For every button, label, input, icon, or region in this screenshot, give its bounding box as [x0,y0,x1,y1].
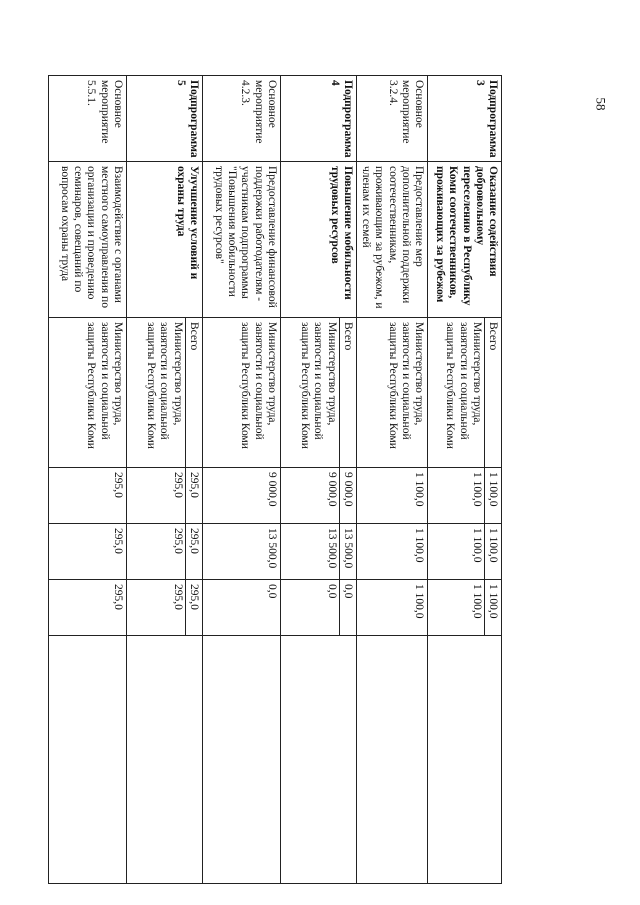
row-code: Основное мероприятие 4.2.3. [202,76,280,162]
table-row-activity-5-5-1 [48,76,126,884]
row-code: Подпрограмма 5 [126,76,202,162]
row-name: Повышение мобильности трудовых ресурсов [280,162,356,318]
value-2: 1 100,0 [356,524,427,580]
value-total-2: 1 100,0 [484,524,499,579]
value-1: 9 000,0 [325,472,338,507]
value-2: 295,0 [171,528,184,554]
value-cell-1 [428,468,502,524]
value-1: 295,0 [48,468,126,524]
value-2: 295,0 [48,524,126,580]
value-1: 1 100,0 [356,468,427,524]
value-cell-2 [280,524,356,580]
value-2: 13 500,0 [325,528,338,569]
value-total-2: 295,0 [185,524,200,579]
executor-total-label: Всего [185,318,200,467]
row-executor-cell [126,318,202,468]
executor-name: Министерство труда, занятости и социальной защиты Республики Коми [48,318,126,468]
rotated-table-wrapper [58,75,502,883]
row-name: Улучшение условий и охраны труда [126,162,202,318]
value-total-1: 9 000,0 [339,468,354,523]
empty-cell [280,636,356,884]
row-name: Оказание содействия добровольному переселению в Республику Коми соотечественников, проживающих за рубежом [428,162,502,318]
row-code: Основное мероприятие 3.2.4. [356,76,427,162]
value-3: 1 100,0 [356,580,427,636]
value-total-2: 13 500,0 [339,524,354,579]
row-name: Предоставление финансовой поддержки работодателям - участникам подпрограммы "Повышения мобильности трудовых ресурсов" [202,162,280,318]
value-1: 9 000,0 [202,468,280,524]
value-3: 295,0 [171,584,184,610]
table-row-activity-3-2-4 [356,76,427,884]
empty-cell [202,636,280,884]
value-2: 1 100,0 [470,528,483,563]
value-total-3: 295,0 [185,580,200,635]
table-row-activity-4-2-3 [202,76,280,884]
value-1: 295,0 [171,472,184,498]
value-total-1: 1 100,0 [484,468,499,523]
empty-cell [126,636,202,884]
value-cell-3 [428,580,502,636]
value-total-3: 0,0 [339,580,354,635]
table-row-subprogram-4 [280,76,356,884]
row-name: Предоставление мер дополнительной поддержки соотечественникам, проживающим за рубежом, и членам их семей [356,162,427,318]
row-name: Взаимодействие с органами местного самоуправления по организации и проведению семинаров, совещаний по вопросам охраны труда [48,162,126,318]
empty-cell [48,636,126,884]
value-1: 1 100,0 [470,472,483,507]
executor-name: Министерство труда, занятости и социальной защиты Республики Коми [356,318,427,468]
value-cell-3 [280,580,356,636]
program-funding-table [48,75,502,884]
executor-name: Министерство труда, занятости и социальной защиты Республики Коми [202,318,280,468]
value-3: 1 100,0 [470,584,483,619]
row-executor-cell [428,318,502,468]
value-3: 295,0 [48,580,126,636]
empty-cell [356,636,427,884]
executor-total-label: Всего [484,318,499,467]
value-cell-2 [428,524,502,580]
value-cell-2 [126,524,202,580]
value-2: 13 500,0 [202,524,280,580]
empty-cell [428,636,502,884]
executor-name: Министерство труда, занятости и социальной защиты Республики Коми [444,322,483,449]
value-3: 0,0 [202,580,280,636]
value-cell-3 [126,580,202,636]
executor-name: Министерство труда, занятости и социальной защиты Республики Коми [299,322,338,449]
page-number: 58 [593,97,609,111]
table-row-subprogram-5 [126,76,202,884]
value-3: 0,0 [325,584,338,599]
table-row-subprogram-3 [428,76,502,884]
value-cell-1 [126,468,202,524]
row-code: Подпрограмма 4 [280,76,356,162]
executor-name: Министерство труда, занятости и социальной защиты Республики Коми [145,322,184,449]
value-cell-1 [280,468,356,524]
row-code: Подпрограмма 3 [428,76,502,162]
value-total-1: 295,0 [185,468,200,523]
value-total-3: 1 100,0 [484,580,499,635]
executor-total-label: Всего [339,318,354,467]
row-code: Основное мероприятие 5.5.1. [48,76,126,162]
row-executor-cell [280,318,356,468]
